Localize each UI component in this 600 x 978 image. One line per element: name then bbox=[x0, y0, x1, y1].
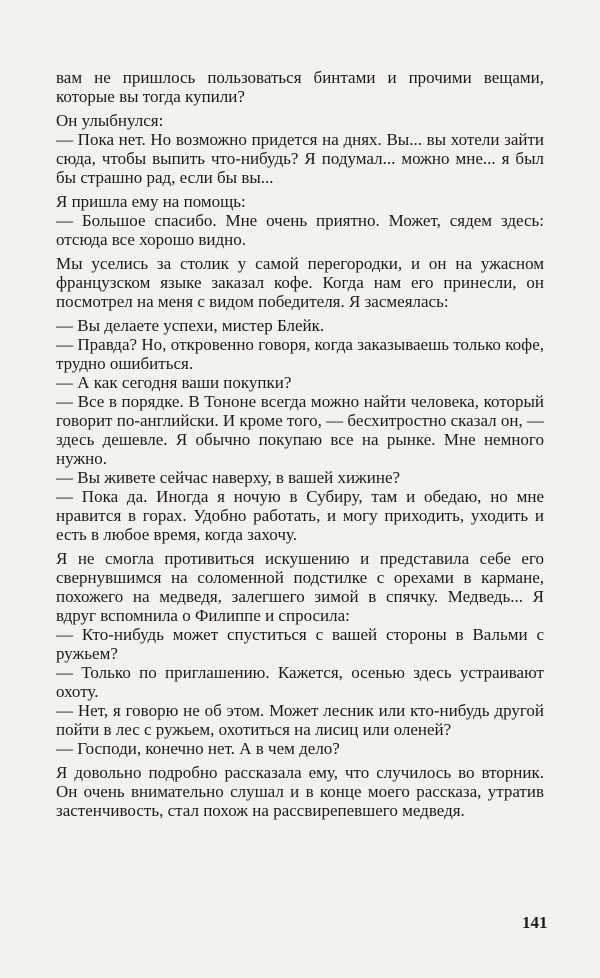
paragraph: — Вы живете сейчас наверху, в вашей хижине? bbox=[56, 468, 401, 487]
paragraph: — Только по приглашению. Кажется, осенью здесь устраивают охоту. bbox=[56, 663, 544, 701]
paragraph: — Пока да. Иногда я ночую в Субиру, там и обедаю, но мне нравится в горах. Удобно работать, и могу приходить, уходить и есть в любое время, когда захочу. bbox=[56, 487, 544, 544]
paragraph: Я довольно подробно рассказала ему, что случилось во вторник. Он очень внимательно слушал и в конце моего рассказа, утратив застенчивость, стал похож на рассвирепевшего медведя. bbox=[56, 763, 544, 820]
page-number: 141 bbox=[522, 913, 548, 932]
paragraph: вам не пришлось пользоваться бинтами и прочими вещами, которые вы тогда купили? bbox=[56, 68, 544, 106]
body-text bbox=[56, 68, 544, 820]
paragraph: — А как сегодня ваши покупки? bbox=[56, 373, 292, 392]
paragraph: — Нет, я говорю не об этом. Может лесник или кто-нибудь другой пойти в лес с ружьем, охотиться на лисиц или оленей? bbox=[56, 701, 544, 739]
paragraph: — Вы делаете успехи, мистер Блейк. bbox=[56, 316, 325, 335]
paragraph: Он улыбнулся: bbox=[56, 111, 164, 130]
paragraph: — Кто-нибудь может спуститься с вашей стороны в Вальми с ружьем? bbox=[56, 625, 544, 663]
paragraph: Мы уселись за столик у самой перегородки, и он на ужасном французском языке заказал кофе. Когда нам его принесли, он посмотрел на меня с видом победителя. Я засмеялась: bbox=[56, 254, 544, 311]
paragraph: — Правда? Но, откровенно говоря, когда заказываешь только кофе, трудно ошибиться. bbox=[56, 335, 544, 373]
paragraph: Я не смогла противиться искушению и представила себе его свернувшимся на соломенной подстилке с орехами в кармане, похожего на медведя, залегшего зимой в спячку. Медведь... Я вдруг вспомнила о Филиппе и спросила: bbox=[56, 549, 544, 625]
paragraph: — Господи, конечно нет. А в чем дело? bbox=[56, 739, 340, 758]
paragraph: — Большое спасибо. Мне очень приятно. Может, сядем здесь: отсюда все хорошо видно. bbox=[56, 211, 544, 249]
paragraph: — Все в порядке. В Тононе всегда можно найти человека, который говорит по-английски. И кроме того, — бесхитростно сказал он, — здесь дешевле. Я обычно покупаю все на рынке. Мне немного нужно. bbox=[56, 392, 544, 468]
paragraph: Я пришла ему на помощь: bbox=[56, 192, 246, 211]
paragraph: — Пока нет. Но возможно придется на днях. Вы... вы хотели зайти сюда, чтобы выпить что-нибудь? Я подумал... можно мне... я был бы страшно рад, если бы вы... bbox=[56, 130, 544, 187]
